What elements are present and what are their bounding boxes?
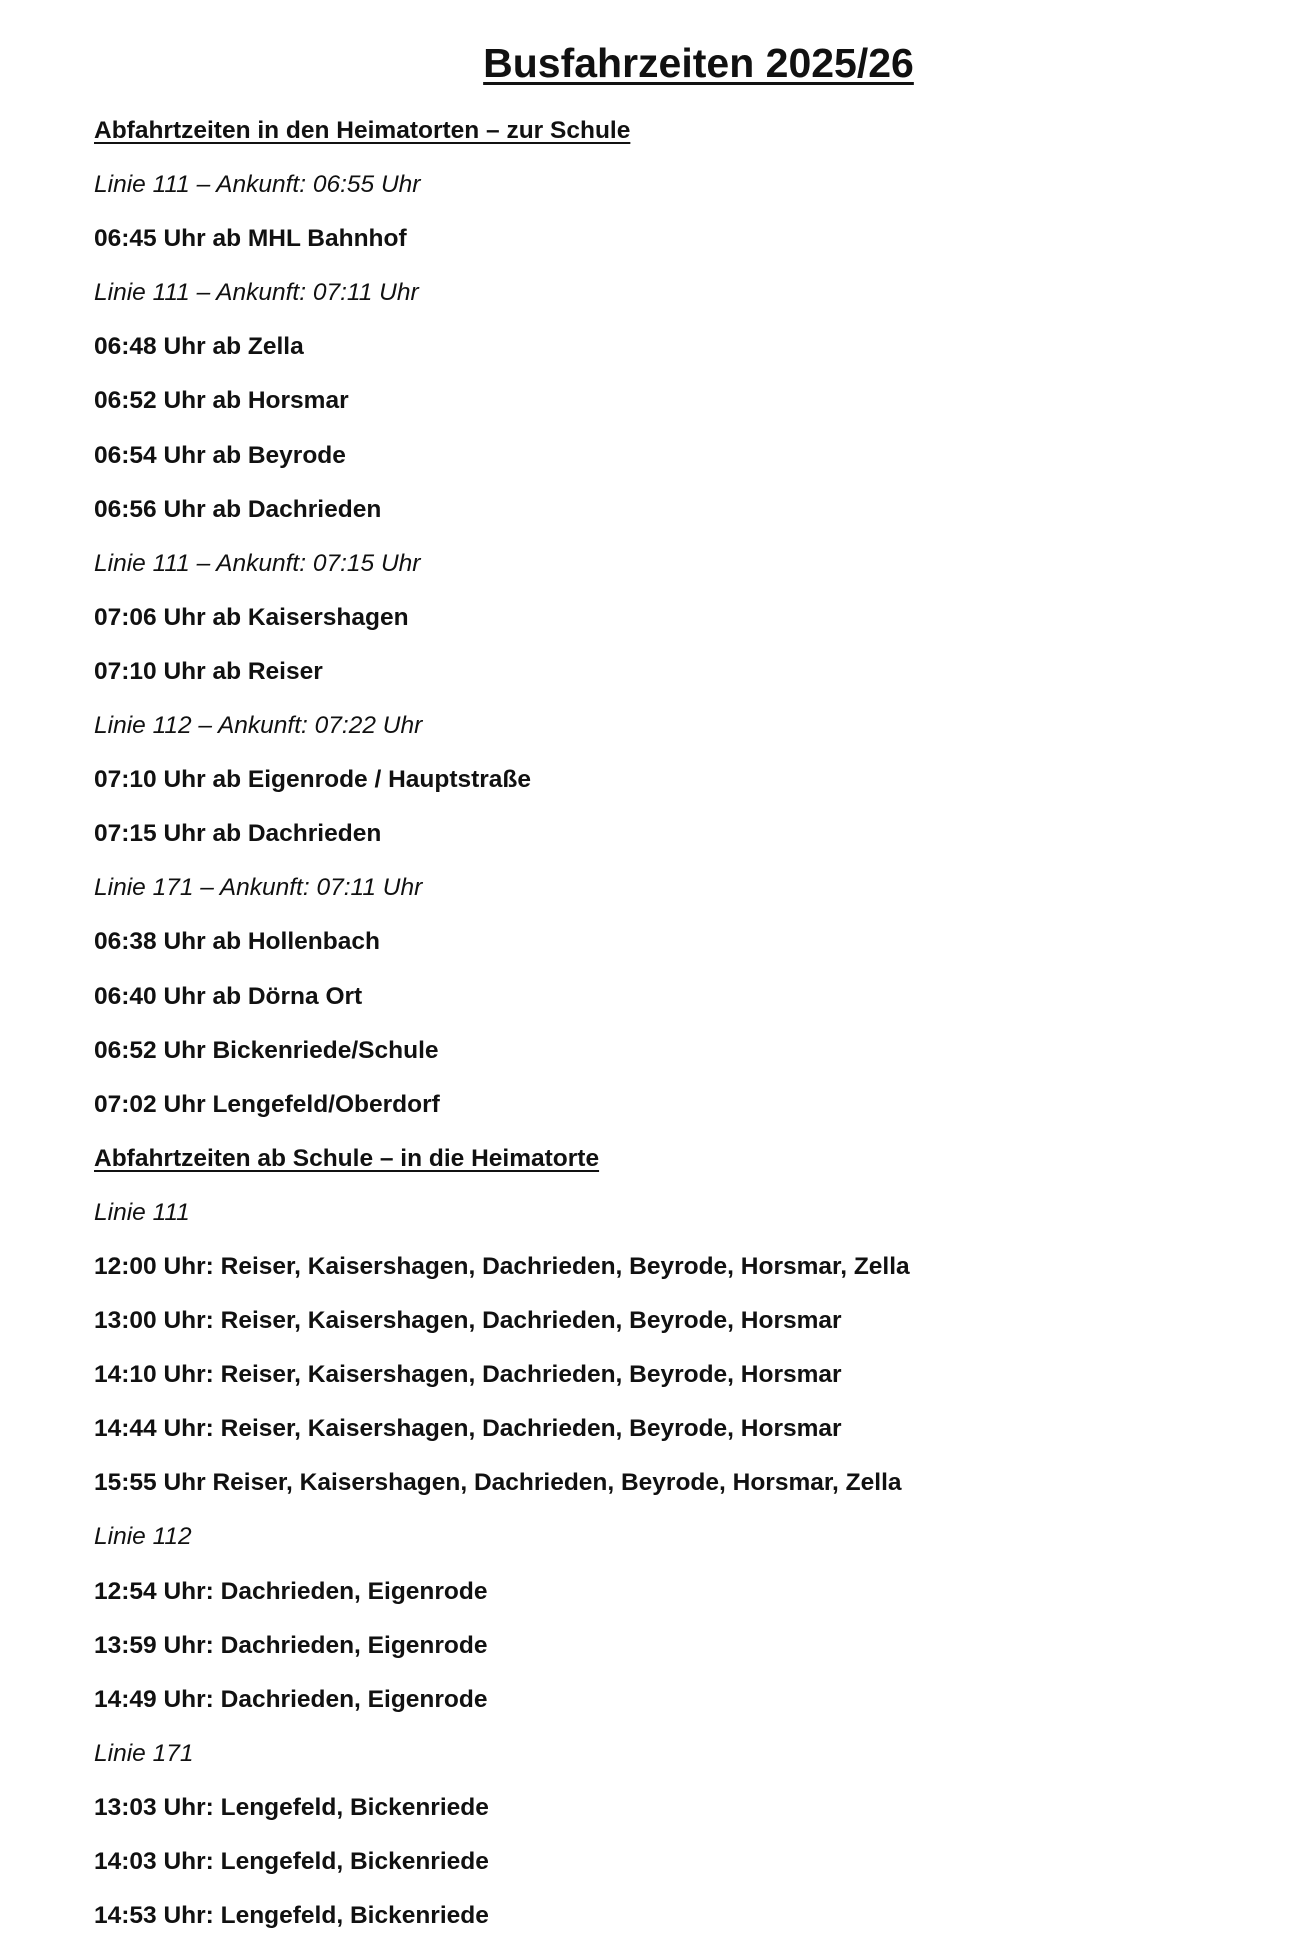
timetable <box>94 116 910 1955</box>
departure-line: 07:10 Uhr ab Reiser <box>94 657 323 685</box>
departure-line: 06:45 Uhr ab MHL Bahnhof <box>94 225 407 253</box>
departure-line: 07:10 Uhr ab Eigenrode / Hauptstraße <box>94 766 532 794</box>
departure-line: 07:15 Uhr ab Dachrieden <box>94 820 382 848</box>
departure-line: 06:40 Uhr ab Dörna Ort <box>94 982 363 1010</box>
departure-line: 14:10 Uhr: Reiser, Kaisershagen, Dachrieden, Beyrode, Horsmar <box>94 1361 842 1389</box>
route-label: Linie 171 <box>94 1739 194 1767</box>
departure-line: 12:00 Uhr: Reiser, Kaisershagen, Dachrieden, Beyrode, Horsmar, Zella <box>94 1252 910 1280</box>
departure-line: 14:53 Uhr: Lengefeld, Bickenriede <box>94 1902 489 1930</box>
departure-line: 07:02 Uhr Lengefeld/Oberdorf <box>94 1090 440 1118</box>
route-label: Linie 111 <box>94 1198 190 1226</box>
departure-line: 13:03 Uhr: Lengefeld, Bickenriede <box>94 1793 489 1821</box>
departure-line: 13:59 Uhr: Dachrieden, Eigenrode <box>94 1631 488 1659</box>
route-label: Linie 111 – Ankunft: 07:11 Uhr <box>94 279 419 307</box>
route-label: Linie 111 – Ankunft: 07:15 Uhr <box>94 549 421 577</box>
departure-line: 06:52 Uhr Bickenriede/Schule <box>94 1036 439 1064</box>
route-label: Linie 112 – Ankunft: 07:22 Uhr <box>94 712 423 740</box>
departure-line: 06:54 Uhr ab Beyrode <box>94 441 346 469</box>
departure-line: 14:49 Uhr: Dachrieden, Eigenrode <box>94 1685 488 1713</box>
departure-line: 06:48 Uhr ab Zella <box>94 333 304 361</box>
route-label: Linie 171 – Ankunft: 07:11 Uhr <box>94 874 423 902</box>
departure-line: 15:55 Uhr Reiser, Kaisershagen, Dachrieden, Beyrode, Horsmar, Zella <box>94 1469 902 1497</box>
section-heading: Abfahrtzeiten in den Heimatorten – zur Schule <box>94 117 631 144</box>
departure-line: 06:56 Uhr ab Dachrieden <box>94 495 382 523</box>
departure-line: 07:06 Uhr ab Kaisershagen <box>94 603 409 631</box>
departure-line: 12:54 Uhr: Dachrieden, Eigenrode <box>94 1577 488 1605</box>
departure-line: 14:44 Uhr: Reiser, Kaisershagen, Dachrieden, Beyrode, Horsmar <box>94 1415 842 1443</box>
departure-line: 14:03 Uhr: Lengefeld, Bickenriede <box>94 1848 489 1875</box>
departure-line: 06:52 Uhr ab Horsmar <box>94 387 349 415</box>
page-title: Busfahrzeiten 2025/26 <box>483 40 914 86</box>
section-heading: Abfahrtzeiten ab Schule – in die Heimatorte <box>94 1144 600 1172</box>
departure-line: 13:00 Uhr: Reiser, Kaisershagen, Dachrieden, Beyrode, Horsmar <box>94 1307 842 1335</box>
route-label: Linie 112 <box>94 1523 192 1551</box>
departure-line: 06:38 Uhr ab Hollenbach <box>94 928 380 956</box>
route-label: Linie 111 – Ankunft: 06:55 Uhr <box>94 171 421 199</box>
